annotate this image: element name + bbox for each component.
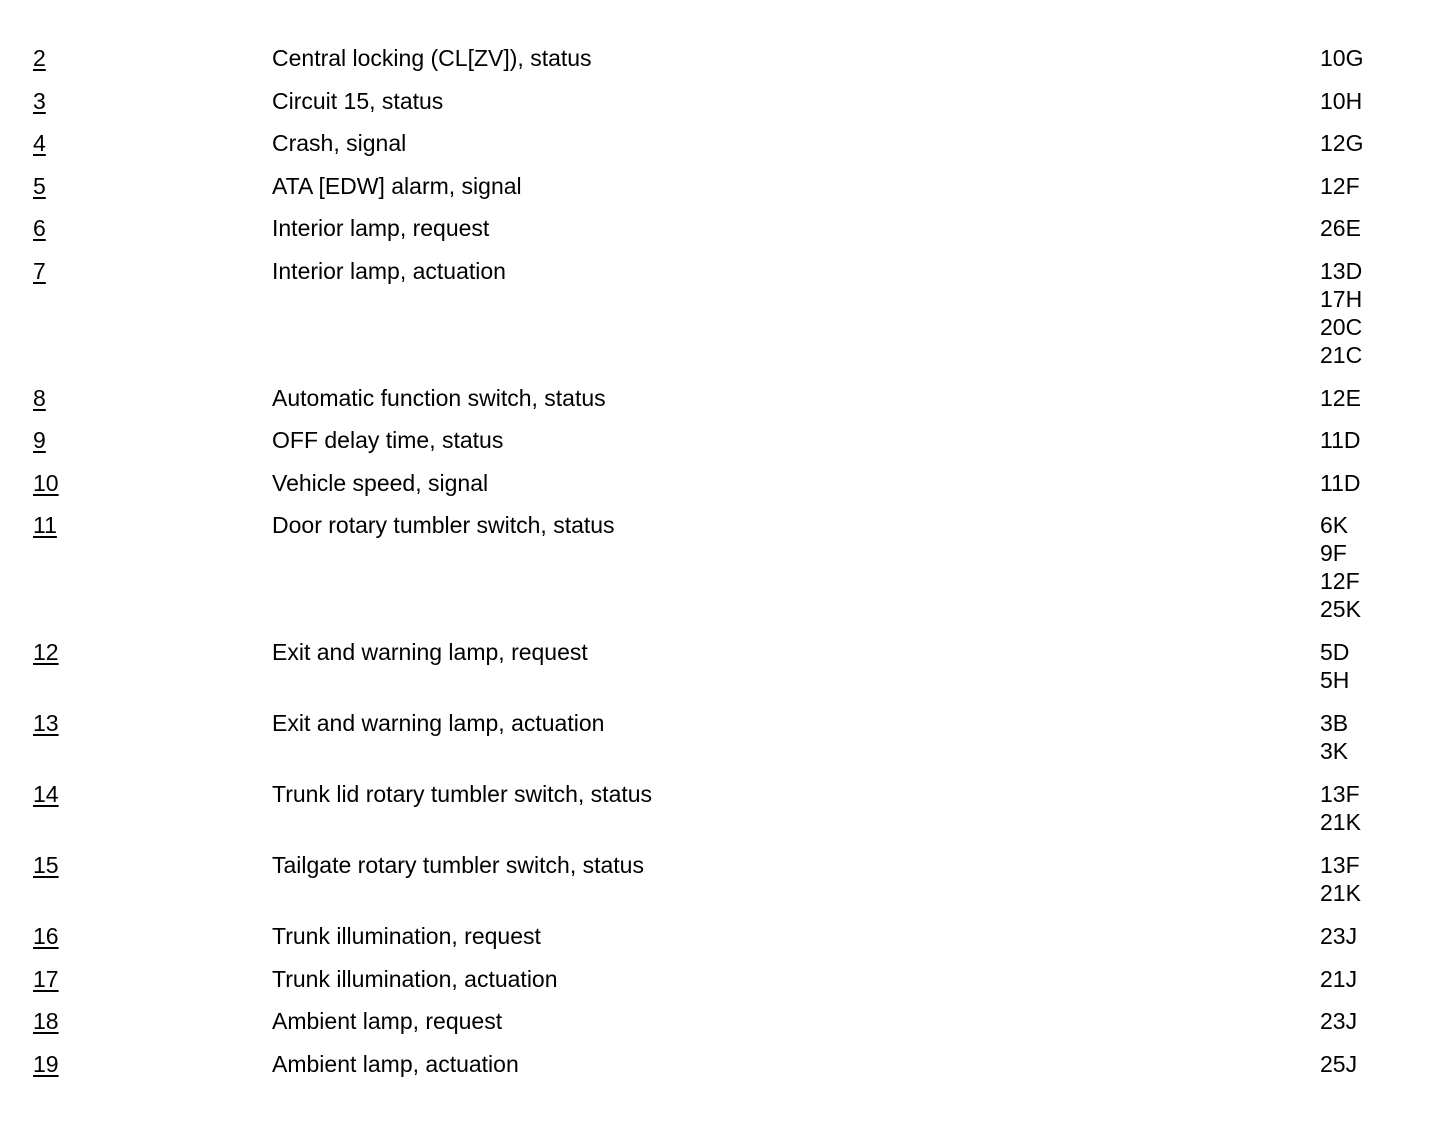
row-grid-references	[1320, 709, 1348, 765]
row-description: Trunk lid rotary tumbler switch, status	[272, 781, 653, 807]
row-description: ATA [EDW] alarm, signal	[272, 172, 522, 199]
row-grid-references	[1320, 511, 1361, 623]
row-number-link[interactable]: 2	[33, 45, 46, 71]
grid-reference: 12G	[1320, 130, 1364, 156]
row-number-link[interactable]: 4	[33, 130, 46, 156]
grid-reference: 10G	[1320, 45, 1364, 71]
row-number-link[interactable]: 10	[33, 469, 59, 496]
row-grid-references	[1320, 257, 1362, 369]
row-description: Door rotary tumbler switch, status	[272, 512, 615, 538]
grid-reference: 26E	[1320, 215, 1361, 241]
row-description: Vehicle speed, signal	[272, 469, 489, 496]
row-description: Trunk illumination, request	[272, 923, 541, 949]
row-grid-references	[1320, 851, 1361, 907]
row-grid-references	[1320, 384, 1361, 412]
row-number-link[interactable]: 12	[33, 639, 59, 665]
row-number-link[interactable]: 16	[33, 923, 59, 949]
row-number-link[interactable]: 13	[33, 710, 59, 736]
row-description: Exit and warning lamp, request	[272, 639, 588, 665]
grid-reference: 21K	[1320, 809, 1361, 835]
row-number-link[interactable]: 15	[33, 852, 59, 878]
row-number-link[interactable]: 8	[33, 384, 46, 411]
grid-reference: 9F	[1320, 540, 1347, 566]
grid-reference: 11D	[1320, 427, 1361, 453]
row-description: Interior lamp, request	[272, 215, 490, 241]
grid-reference: 21C	[1320, 341, 1363, 368]
grid-reference: 5D	[1320, 639, 1350, 665]
row-grid-references	[1320, 214, 1361, 242]
grid-reference: 13F	[1320, 852, 1360, 878]
grid-reference: 3B	[1320, 710, 1349, 736]
row-grid-references	[1320, 1050, 1357, 1078]
grid-reference: 13D	[1320, 257, 1363, 284]
grid-reference: 12F	[1320, 568, 1360, 594]
row-description: Interior lamp, actuation	[272, 257, 506, 284]
grid-reference: 25K	[1320, 596, 1361, 622]
grid-reference: 11D	[1320, 469, 1361, 496]
row-description: Tailgate rotary tumbler switch, status	[272, 852, 644, 878]
row-description: Trunk illumination, actuation	[272, 965, 558, 992]
row-description: Crash, signal	[272, 130, 407, 156]
row-description: Central locking (CL[ZV]), status	[272, 45, 592, 71]
grid-reference: 23J	[1320, 1008, 1358, 1034]
row-grid-references	[1320, 922, 1357, 950]
row-description: Ambient lamp, actuation	[272, 1050, 519, 1077]
row-number-link[interactable]: 11	[33, 512, 57, 538]
row-description: Exit and warning lamp, actuation	[272, 710, 605, 736]
grid-reference: 10H	[1320, 87, 1363, 114]
row-grid-references	[1320, 172, 1360, 200]
row-description: OFF delay time, status	[272, 427, 504, 453]
row-grid-references	[1320, 469, 1361, 497]
grid-reference: 13F	[1320, 781, 1360, 807]
grid-reference: 21K	[1320, 880, 1361, 906]
row-grid-references	[1320, 638, 1349, 694]
row-grid-references	[1320, 87, 1362, 115]
grid-reference: 23J	[1320, 923, 1358, 949]
row-grid-references	[1320, 44, 1363, 72]
row-grid-references	[1320, 780, 1361, 836]
grid-reference: 3K	[1320, 738, 1349, 764]
grid-reference: 5H	[1320, 667, 1350, 693]
row-number-link[interactable]: 18	[33, 1008, 59, 1034]
row-number-link[interactable]: 6	[33, 215, 46, 241]
row-number-link[interactable]: 3	[33, 87, 46, 114]
row-grid-references	[1320, 965, 1357, 993]
row-description: Circuit 15, status	[272, 87, 444, 114]
grid-reference: 21J	[1320, 965, 1358, 992]
row-description: Ambient lamp, request	[272, 1008, 503, 1034]
row-number-link[interactable]: 7	[33, 257, 46, 284]
row-description: Automatic function switch, status	[272, 384, 606, 411]
row-grid-references	[1320, 129, 1363, 157]
row-grid-references	[1320, 1007, 1357, 1035]
grid-reference: 20C	[1320, 313, 1363, 340]
row-number-link[interactable]: 9	[33, 427, 46, 453]
row-number-link[interactable]: 17	[33, 965, 59, 992]
grid-reference: 6K	[1320, 512, 1349, 538]
grid-reference: 12F	[1320, 172, 1360, 199]
grid-reference: 17H	[1320, 285, 1363, 312]
row-number-link[interactable]: 19	[33, 1050, 59, 1077]
grid-reference: 12E	[1320, 384, 1361, 411]
grid-reference: 25J	[1320, 1050, 1358, 1077]
row-number-link[interactable]: 5	[33, 172, 46, 199]
row-number-link[interactable]: 14	[33, 781, 59, 807]
row-grid-references	[1320, 426, 1361, 454]
